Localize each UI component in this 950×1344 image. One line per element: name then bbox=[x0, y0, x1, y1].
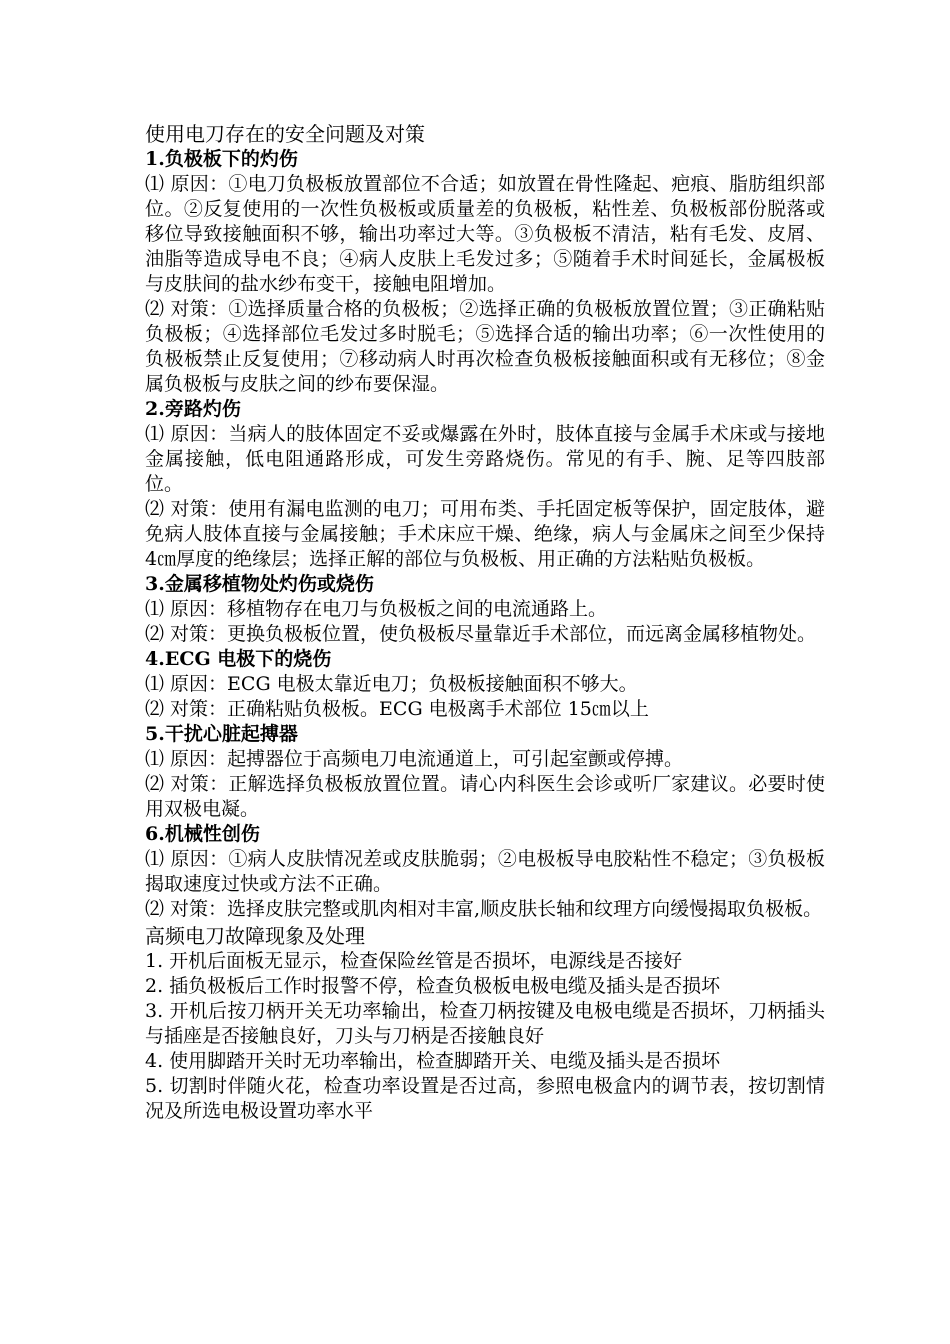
fault-item: 2. 插负极板后工作时报警不停，检查负极板电极电缆及插头是否损坏 bbox=[145, 975, 721, 997]
paragraph-countermeasure: ⑵ 对策：正确粘贴负极板。ECG 电极离手术部位 15㎝以上 bbox=[145, 698, 649, 720]
section-1 bbox=[145, 147, 825, 397]
section-5 bbox=[145, 722, 825, 822]
section-heading: 1.负极板下的灼伤 bbox=[145, 148, 298, 170]
section-3 bbox=[145, 572, 825, 647]
paragraph-cause: ⑴ 原因：移植物存在电刀与负极板之间的电流通路上。 bbox=[145, 598, 608, 620]
paragraph-cause: ⑴ 原因：①电刀负极板放置部位不合适；如放置在骨性隆起、疤痕、脂肪组织部位。②反复使用的一次性负极板或质量差的负极板，粘性差、负极板部份脱落或移位导致接触面积不够，输出功率过大等。③负极板不清洁，粘有毛发、皮屑、油脂等造成导电不良；④病人皮肤上毛发过多；⑤随着手术时间延长，金属极板与皮肤间的盐水纱布变干，接触电阻增加。 bbox=[145, 173, 825, 295]
section-4 bbox=[145, 647, 825, 722]
paragraph-countermeasure: ⑵ 对策：使用有漏电监测的电刀；可用布类、手托固定板等保护，固定肢体，避免病人肢体直接与金属接触；手术床应干燥、绝缘，病人与金属床之间至少保持 4㎝厚度的绝缘层；选择正解的部位与负极板、用正确的方法粘贴负极板。 bbox=[145, 498, 825, 570]
fault-item: 1. 开机后面板无显示，检查保险丝管是否损坏，电源线是否接好 bbox=[145, 950, 683, 972]
paragraph-countermeasure: ⑵ 对策：选择皮肤完整或肌肉相对丰富,顺皮肤长轴和纹理方向缓慢揭取负极板。 bbox=[145, 898, 823, 920]
section-6 bbox=[145, 822, 825, 922]
paragraph-countermeasure: ⑵ 对策：更换负极板位置，使负极板尽量靠近手术部位，而远离金属移植物处。 bbox=[145, 623, 817, 645]
section-heading: 3.金属移植物处灼伤或烧伤 bbox=[145, 573, 374, 595]
paragraph-countermeasure: ⑵ 对策：正解选择负极板放置位置。请心内科医生会诊或听厂家建议。必要时使用双极电凝。 bbox=[145, 773, 825, 820]
document-page bbox=[145, 122, 825, 1124]
section-heading: 2.旁路灼伤 bbox=[145, 398, 241, 420]
fault-item: 3. 开机后按刀柄开关无功率输出，检查刀柄按键及电极电缆是否损坏，刀柄插头与插座是否接触良好，刀头与刀柄是否接触良好 bbox=[145, 1000, 825, 1047]
section-2 bbox=[145, 397, 825, 572]
fault-item: 4. 使用脚踏开关时无功率输出，检查脚踏开关、电缆及插头是否损坏 bbox=[145, 1050, 721, 1072]
fault-item: 5. 切割时伴随火花，检查功率设置是否过高，参照电极盒内的调节表，按切割情况及所选电极设置功率水平 bbox=[145, 1075, 825, 1122]
section-heading: 6.机械性创伤 bbox=[145, 823, 260, 845]
document-title: 使用电刀存在的安全问题及对策 bbox=[145, 122, 425, 146]
faults-title: 高频电刀故障现象及处理 bbox=[145, 924, 365, 948]
paragraph-cause: ⑴ 原因：①病人皮肤情况差或皮肤脆弱；②电极板导电胶粘性不稳定；③负极板揭取速度过快或方法不正确。 bbox=[145, 848, 825, 895]
paragraph-cause: ⑴ 原因：起搏器位于高频电刀电流通道上，可引起室颤或停搏。 bbox=[145, 748, 684, 770]
paragraph-cause: ⑴ 原因：当病人的肢体固定不妥或爆露在外时，肢体直接与金属手术床或与接地金属接触，低电阻通路形成，可发生旁路烧伤。常见的有手、腕、足等四肢部位。 bbox=[145, 423, 825, 495]
section-heading: 4.ECG 电极下的烧伤 bbox=[145, 648, 332, 670]
section-heading: 5.干扰心脏起搏器 bbox=[145, 723, 298, 745]
paragraph-cause: ⑴ 原因：ECG 电极太靠近电刀；负极板接触面积不够大。 bbox=[145, 673, 638, 695]
paragraph-countermeasure: ⑵ 对策：①选择质量合格的负极板；②选择正确的负极板放置位置；③正确粘贴负极板；④选择部位毛发过多时脱毛；⑤选择合适的输出功率；⑥一次性使用的负极板禁止反复使用；⑦移动病人时再次检查负极板接触面积或有无移位；⑧金属负极板与皮肤之间的纱布要保湿。 bbox=[145, 298, 825, 395]
